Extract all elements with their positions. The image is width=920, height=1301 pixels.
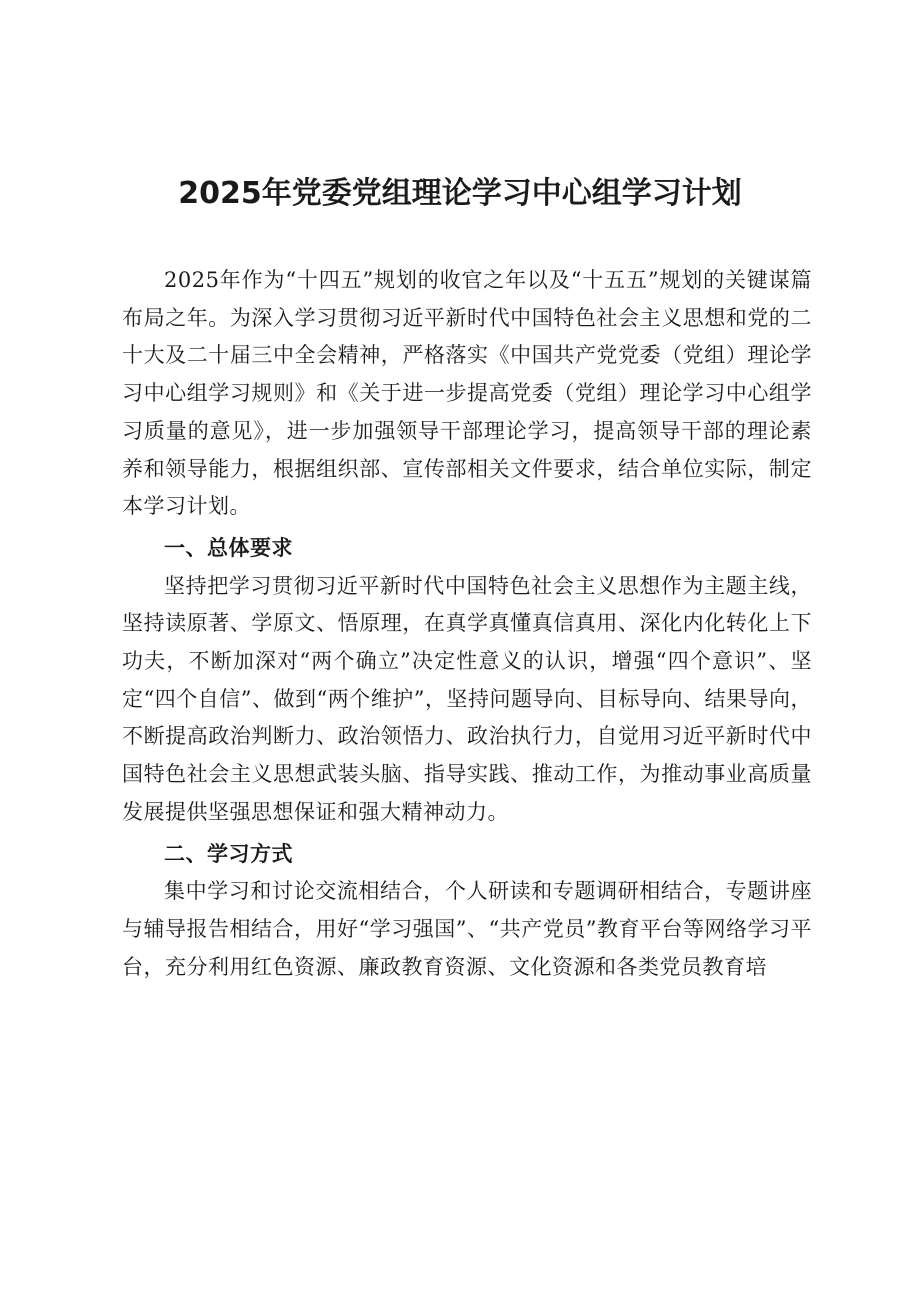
document-title: 2025年党委党组理论学习中心组学习计划 — [178, 176, 742, 211]
document-body — [122, 262, 812, 986]
intro-paragraph: 2025年作为“十四五”规划的收官之年以及“十五五”规划的关键谋篇布局之年。为深入学习贯彻习近平新时代中国特色社会主义思想和党的二十大及二十届三中全会精神，严格落实《中国共产党党委（党组）理论学习中心组学习规则》和《关于进一步提高党委（党组）理论学习中心组学习质量的意见》，进一步加强领导干部理论学习，提高领导干部的理论素养和领导能力，根据组织部、宣传部相关文件要求，结合单位实际，制定本学习计划。 — [122, 268, 812, 519]
section-paragraph-learning-methods: 集中学习和讨论交流相结合，个人研读和专题调研相结合，专题讲座与辅导报告相结合，用好“学习强国”、“共产党员”教育平台等网络学习平台，充分利用红色资源、廉政教育资源、文化资源和各类党员教育培 — [122, 879, 812, 979]
section-heading-general-requirements: 一、总体要求 — [164, 535, 293, 560]
section-paragraph-general-requirements: 坚持把学习贯彻习近平新时代中国特色社会主义思想作为主题主线，坚持读原著、学原文、悟原理，在真学真懂真信真用、深化内化转化上下功夫，不断加深对“两个确立”决定性意义的认识，增强“四个意识”、坚定“四个自信”、做到“两个维护”，坚持问题导向、目标导向、结果导向，不断提高政治判断力、政治领悟力、政治执行力，自觉用习近平新时代中国特色社会主义思想武装头脑、指导实践、推动工作，为推动事业高质量发展提供坚强思想保证和强大精神动力。 — [122, 573, 812, 824]
section-heading-learning-methods: 二、学习方式 — [164, 841, 293, 866]
